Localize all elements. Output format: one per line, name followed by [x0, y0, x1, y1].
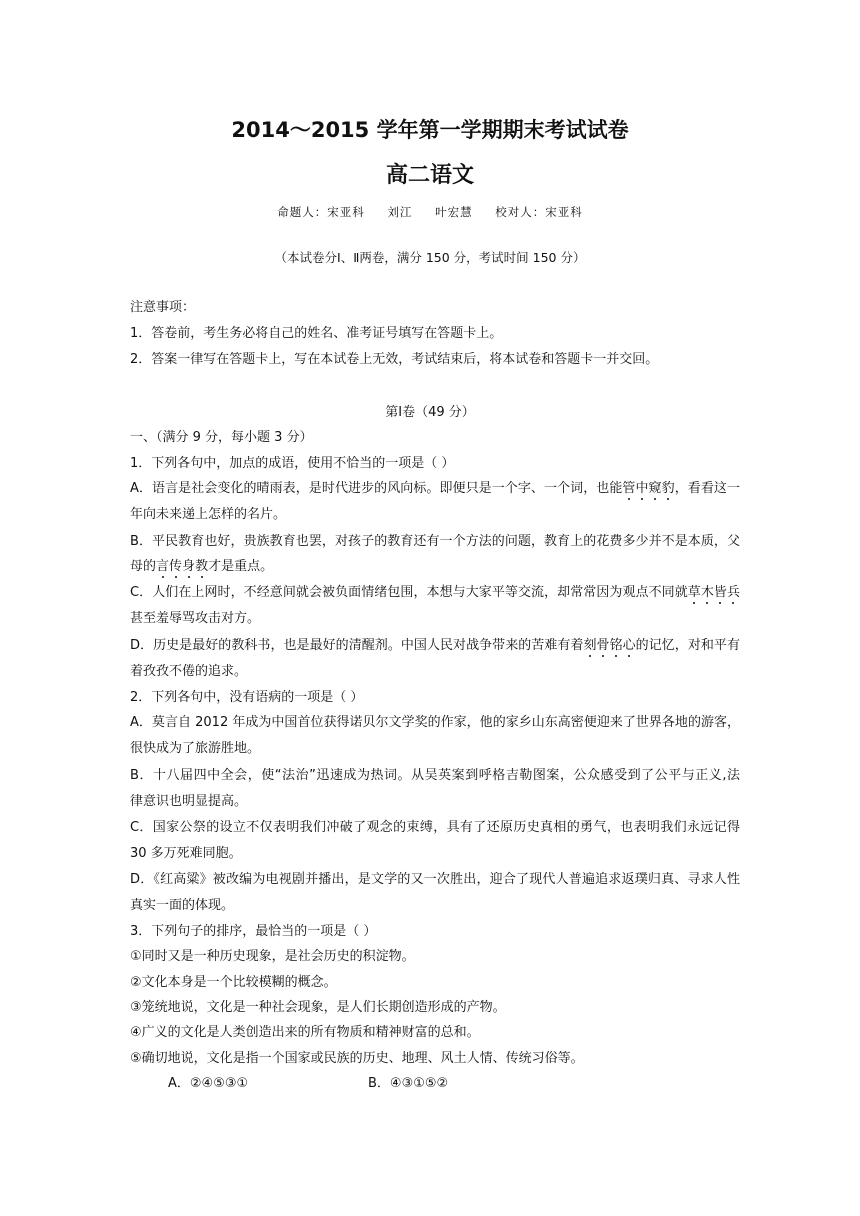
emphasis-char: 豹 [661, 481, 675, 496]
notice-item-1: 1．答卷前，考生务必将自己的姓名、准考证号填写在答题卡上。 [130, 326, 503, 341]
emphasis-char: 刻 [583, 638, 597, 653]
emphasis-char: 窥 [648, 481, 662, 496]
notice-heading: 注意事项： [130, 300, 196, 315]
emphasis-char: 皆 [713, 585, 727, 600]
q2-option-a-line2: 很快成为了旅游胜地。 [130, 741, 261, 756]
emphasis-char: 木 [700, 585, 714, 600]
q1-option-a-line2: 年向未来递上怎样的名片。 [130, 507, 287, 522]
q1-b-idiom [156, 559, 208, 574]
q3-sentence-3: ③笼统地说，文化是一种社会现象，是人们长期创造形成的产物。 [130, 1000, 506, 1015]
q2-option-a-line1: A．莫言自 2012 年成为中国首位获得诺贝尔文学奖的作家，他的家乡山东高密便迎来了世界各地的游客， [130, 715, 740, 730]
emphasis-char: 身 [182, 559, 196, 574]
emphasis-char: 兵 [726, 585, 740, 600]
q1-option-c-line2: 甚至羞辱骂攻击对方。 [130, 611, 261, 626]
q2-option-c-line1: C．国家公祭的设立不仅表明我们冲破了观念的束缚，具有了还原历史真相的勇气，也表明我们永远记得 [130, 820, 740, 835]
q2-option-b-line1: B．十八届四中全会，使“法治”迅速成为热词。从吴英案到呼格吉勒图案，公众感受到了公平与正义,法 [130, 768, 740, 783]
q3-stem: 3．下列句子的排序，最恰当的一项是（ ） [130, 924, 377, 939]
notice-item-2: 2．答案一律写在答题卡上，写在本试卷上无效，考试结束后，将本试卷和答题卡一并交回。 [130, 352, 659, 367]
emphasis-char: 草 [687, 585, 701, 600]
q3-sentence-1: ①同时又是一种历史现象，是社会历史的积淀物。 [130, 949, 415, 964]
exam-subject: 高二语文 [385, 163, 474, 188]
emphasis-char: 骨 [596, 638, 610, 653]
emphasis-char: 铭 [609, 638, 623, 653]
setter-3: 叶宏慧 [435, 205, 473, 219]
emphasis-char: 心 [622, 638, 636, 653]
q1-c-idiom [688, 585, 740, 600]
q1-c-text: C．人们在上网时，不经意间就会被负面情绪包围，本想与大家平等交流，却常常因为观点不同就 [130, 585, 688, 600]
q2-option-b-line2: 律意识也明显提高。 [130, 794, 248, 809]
q1-a-idiom [622, 481, 674, 496]
q1-option-b-line1: B．平民教育也好，贵族教育也罢，对孩子的教育还有一个方法的问题，教育上的花费多少并不是本质，父 [130, 534, 740, 549]
emphasis-char: 中 [635, 481, 649, 496]
q2-stem: 2．下列各句中，没有语病的一项是（ ） [130, 690, 364, 705]
q2-option-d-line1: D．《红高粱》被改编为电视剧并播出，是文学的又一次胜出，迎合了现代人普遍追求返璞归真、寻求人性 [130, 872, 740, 887]
q2-option-d-line2: 真实一面的体现。 [130, 898, 235, 913]
q1-d-text: D．历史是最好的教科书，也是最好的清醒剂。中国人民对战争带来的苦难有着 [130, 638, 584, 653]
q1-option-d-line2: 着孜孜不倦的追求。 [130, 664, 248, 679]
q3-sentence-5: ⑤确切地说，文化是指一个国家或民族的历史、地理、风土人情、传统习俗等。 [130, 1051, 584, 1066]
author-line [0, 204, 860, 220]
q2-option-c-line2: 30 多万死难同胞。 [130, 846, 242, 861]
part1-heading: 第Ⅰ卷（49 分） [385, 405, 475, 420]
setter-2: 刘江 [387, 205, 413, 219]
setters-label: 命题人：宋亚科 [277, 205, 365, 219]
q1-option-a-line1 [130, 477, 740, 496]
q3-option-b: B．④③①⑤② [368, 1076, 449, 1091]
q1-stem: 1．下列各句中，加点的成语，使用不恰当的一项是（ ） [130, 456, 455, 471]
emphasis-char: 管 [622, 481, 636, 496]
exam-title: 2014～2015 学年第一学期期末考试试卷 [231, 118, 629, 142]
q1-option-b-line2 [130, 555, 740, 574]
q1-d-idiom [583, 638, 635, 653]
emphasis-char: 言 [156, 559, 170, 574]
q1-option-d-line1 [130, 634, 740, 653]
emphasis-char: 教 [195, 559, 209, 574]
q1-a-text: A．语言是社会变化的晴雨表，是时代进步的风向标。即便只是一个字、一个词，也能 [130, 481, 623, 496]
q1-b-text: 母的 [130, 559, 157, 574]
q1-d-text-end: 的记忆，对和平有 [635, 638, 740, 653]
q1-b-text-end: 才是重点。 [208, 559, 274, 574]
section-heading: 一、（满分 9 分，每小题 3 分） [130, 430, 313, 445]
q3-sentence-4: ④广义的文化是人类创造出来的所有物质和精神财富的总和。 [130, 1025, 480, 1040]
q1-a-text-end: ，看看这一 [674, 481, 740, 496]
exam-note: （本试卷分Ⅰ、Ⅱ两卷，满分 150 分，考试时间 150 分） [274, 250, 586, 265]
q3-option-a: A．②④⑤③① [168, 1076, 249, 1091]
emphasis-char: 传 [169, 559, 183, 574]
q3-sentence-2: ②文化本身是一个比较模糊的概念。 [130, 975, 337, 990]
q1-option-c-line1 [130, 581, 740, 600]
proofreader: 校对人：宋亚科 [495, 205, 583, 219]
